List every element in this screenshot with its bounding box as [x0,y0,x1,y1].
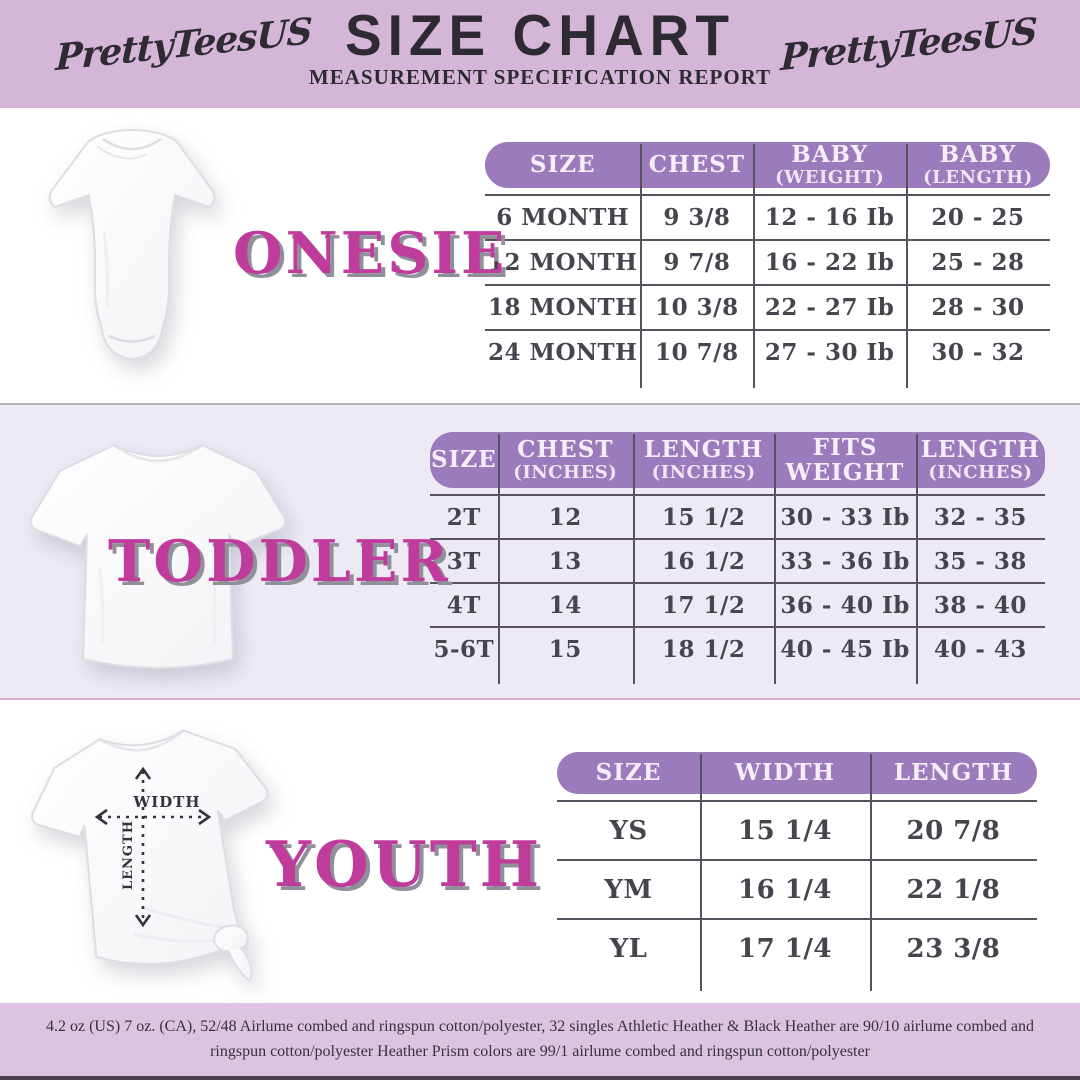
table-cell: 5-6T [433,635,495,663]
table-cell: 2T [446,503,481,531]
brand-logo-left: PrettyTeesUS [54,9,313,80]
column-header-text: SIZE [430,446,497,474]
table-cell: 24 MONTH [487,339,638,366]
table-cell: 9 7/8 [663,249,731,276]
table-cell: 13 [548,547,582,575]
table-row [430,494,1045,538]
table-cell: 16 - 22 Ib [764,249,895,276]
table-cell: 17 1/4 [738,933,832,964]
column-header-text: (INCHES) [513,461,618,483]
column-header-text: BABY [939,141,1017,169]
table-cell: 38 - 40 [933,591,1027,619]
column-header [870,752,1037,794]
column-header [774,432,915,488]
table-cell: 33 - 36 Ib [780,547,910,575]
table-row [430,538,1045,582]
table-cell: 6 MONTH [496,204,630,231]
section-toddler [0,403,1080,698]
column-header-text: (LENGTH) [923,166,1033,188]
table-cell: 15 1/2 [661,503,746,531]
table-cell: 35 - 38 [933,547,1027,575]
table-cell: 30 - 32 [931,339,1025,366]
column-header-text: CHEST [517,436,614,464]
length-arrow-label: LENGTH [121,820,136,890]
youth-table-body [557,800,1037,977]
column-header [498,432,633,488]
table-cell: 12 - 16 Ib [764,204,895,231]
column-header [700,752,870,794]
table-cell: 4T [446,591,481,619]
table-cell: 20 - 25 [931,204,1025,231]
table-cell: YS [609,815,648,846]
youth-heading: YOUTH [266,827,543,901]
column-header [557,752,700,794]
table-row [485,239,1050,284]
table-cell: 12 [548,503,582,531]
table-row [430,626,1045,670]
table-row [430,582,1045,626]
column-header-text: SIZE [595,759,662,787]
table-cell: 15 1/4 [738,815,832,846]
onesie-image [25,112,240,384]
table-cell: YL [609,933,648,964]
column-header-text: FITS [812,433,878,461]
page-subtitle: MEASUREMENT SPECIFICATION REPORT [308,65,772,89]
table-cell: 15 [548,635,582,663]
table-row [557,918,1037,977]
column-header-text: (INCHES) [928,461,1033,483]
table-row [485,329,1050,374]
table-cell: 22 1/8 [906,874,1001,905]
column-header-text: CHEST [648,151,746,179]
table-cell: YM [604,874,653,905]
table-row [557,800,1037,859]
column-header-text: (INCHES) [651,461,756,483]
brand-logo-right: PrettyTeesUS [779,9,1038,80]
width-arrow-label: WIDTH [133,793,201,811]
table-cell: 32 - 35 [933,503,1027,531]
table-cell: 16 1/2 [661,547,746,575]
column-header-text: SIZE [529,151,596,179]
table-cell: 16 1/4 [738,874,832,905]
column-header-text: LENGTH [893,759,1014,787]
toddler-table-header [430,432,1045,488]
table-cell: 27 - 30 Ib [764,339,895,366]
onesie-table-body [485,194,1050,374]
column-header [753,142,906,188]
table-cell: 30 - 33 Ib [780,503,910,531]
page-title: SIZE CHART [345,2,735,68]
table-cell: 14 [548,591,582,619]
table-cell: 20 7/8 [906,815,1001,846]
table-row [485,284,1050,329]
column-header-text: (WEIGHT) [775,166,885,188]
table-cell: 10 7/8 [655,339,739,366]
fabric-info-footer [0,1003,1080,1076]
table-row [485,194,1050,239]
toddler-size-table [430,432,1045,670]
fabric-info-line2: ringspun cotton/polyester Heather Prism colors are 99/1 airlume combed and ringspun cotton/polyester [210,1042,870,1060]
table-cell: 18 MONTH [487,294,638,321]
table-cell: 28 - 30 [931,294,1025,321]
onesie-size-table [485,142,1050,374]
onesie-table-header [485,142,1050,188]
table-cell: 40 - 43 [933,635,1027,663]
column-header-text: LENGTH [644,436,764,464]
table-row [557,859,1037,918]
table-cell: 9 3/8 [663,204,731,231]
column-header [633,432,774,488]
column-header [906,142,1050,188]
column-header [916,432,1045,488]
column-header [640,142,753,188]
column-header-text: WEIGHT [785,459,905,486]
page-header [0,0,1080,108]
column-header [485,142,640,188]
table-cell: 36 - 40 Ib [780,591,910,619]
toddler-heading: TODDLER [108,528,451,595]
column-header-text: LENGTH [920,436,1040,464]
bottom-edge-bar [0,1076,1080,1080]
table-cell: 25 - 28 [931,249,1025,276]
youth-size-table [557,752,1037,977]
column-header-text: BABY [791,141,869,169]
fabric-info-line1: 4.2 oz (US) 7 oz. (CA), 52/48 Airlume combed and ringspun cotton/polyester, 32 singles Athletic Heather & Black Heather are 90/10 airlume combed and [46,1017,1034,1035]
table-cell: 3T [446,547,481,575]
column-header-text: WIDTH [734,759,836,787]
table-cell: 40 - 45 Ib [780,635,910,663]
youth-table-header [557,752,1037,794]
column-header [430,432,498,488]
toddler-table-body [430,494,1045,670]
table-cell: 22 - 27 Ib [764,294,895,321]
onesie-heading: ONESIE [233,220,508,287]
table-cell: 18 1/2 [661,635,746,663]
table-cell: 23 3/8 [906,933,1001,964]
youth-shirt-shape [25,722,287,1000]
section-youth [0,698,1080,1003]
table-cell: 12 MONTH [487,249,638,276]
table-cell: 17 1/2 [661,591,746,619]
table-cell: 10 3/8 [655,294,739,321]
section-onesie [0,108,1080,403]
